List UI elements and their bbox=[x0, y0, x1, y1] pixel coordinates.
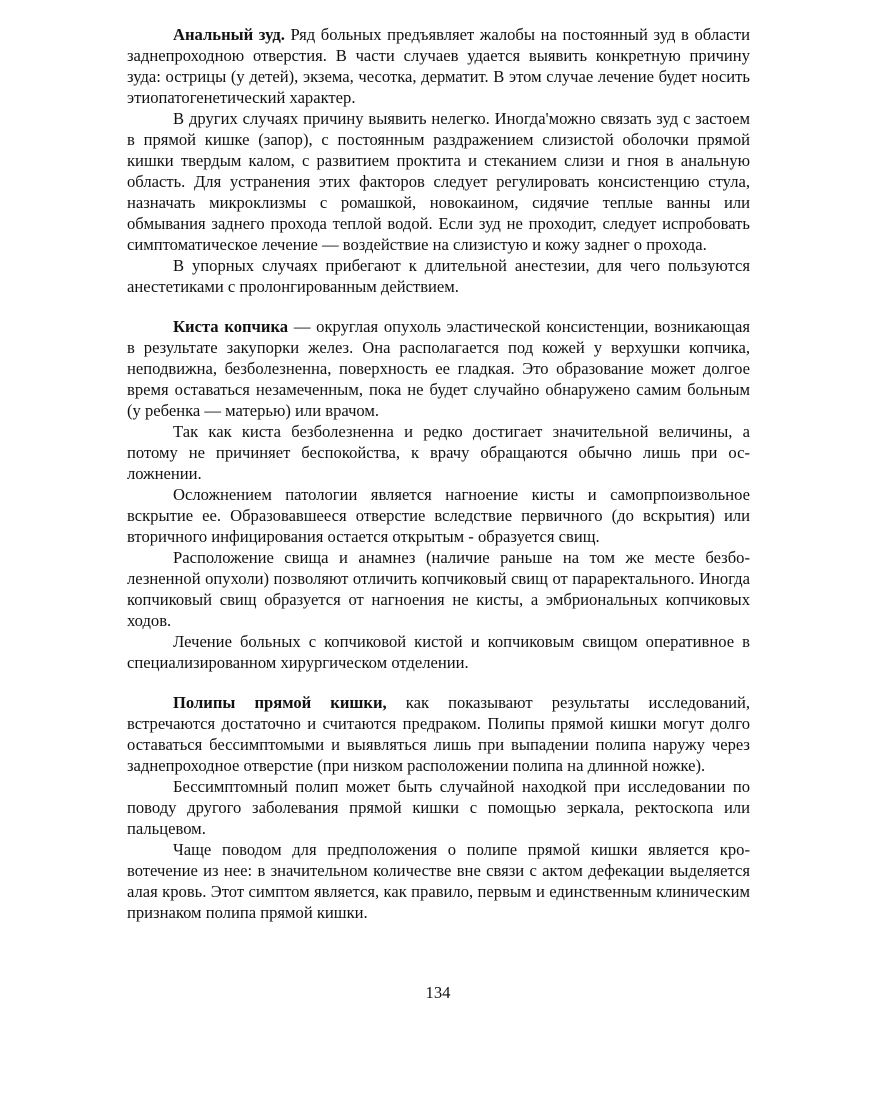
paragraph bbox=[127, 692, 750, 776]
paragraph: Расположение свища и анамнез (наличие раньше на том же месте безболезненной опухоли) позволяют отличить копчиковый свищ от параректального. Иногда копчиковый свищ образуется от нагноения не кисты, а эмбриональных копчиковых ходов. bbox=[127, 548, 750, 630]
paragraph bbox=[127, 24, 750, 108]
paragraph: Осложнением патологии является нагноение кисты и самопрпоизвольное вскрытие ее. Образовавшееся отверстие вследствие первичного (до вскрытия) или вторичного инфицирования остается открытым - образуется свищ. bbox=[127, 485, 750, 546]
paragraph: Бессимптомный полип может быть случайной находкой при исследовании по поводу другого заболевания прямой кишки с помощью зеркала, ректоскопа или пальцевом. bbox=[127, 777, 750, 838]
paragraph: В упорных случаях прибегают к длительной анестезии, для чего пользуются анестетиками с пролонгированным действием. bbox=[127, 256, 750, 296]
paragraph-text: — округлая опухоль эластической консистенции, возникающая в результате закупорки желез. Она располагается под кожей у верхушки копчика, неподвижна, безболезненна, поверхность ее гладкая. Это образование может долгое время оставаться незамеченным, пока не будет случайно обнаружено самим больным (у ребенка — матерью) или врачом. bbox=[127, 317, 750, 420]
section-rectal-polyps bbox=[127, 692, 750, 923]
page-number: 134 bbox=[425, 983, 451, 1002]
paragraph-text: как показывают результаты исследований, встречаются достаточно и считаются предраком. Полипы прямой кишки могут долго оставаться бессимптомыми и выявляться лишь при выпадении полипа наружу через заднепроходное отверстие (при низком расположении полипа на длинной ножке). bbox=[127, 693, 750, 775]
term-heading: Киста копчика bbox=[173, 317, 289, 336]
paragraph: Так как киста безболезненна и редко достигает значительной величины, а потому не причиняет беспокойства, к врачу обращаются обычно лишь при осложнении. bbox=[127, 422, 750, 483]
paragraph: Лечение больных с копчиковой кистой и копчиковым свищом оперативное в специализированном хирургическом отделении. bbox=[127, 632, 750, 672]
term-heading: Полипы прямой кишки, bbox=[173, 693, 387, 712]
paragraph: Чаще поводом для предположения о полипе прямой кишки является кровотечение из нее: в значительном количестве вне связи с актом дефекации выделяется алая кровь. Этот симптом является, как правило, первым и единственным клиническим признаком полипа прямой кишки. bbox=[127, 840, 750, 922]
paragraph: В других случаях причину выявить нелегко. Иногда'можно связать зуд с застоем в прямой кишке (запор), с постоянным раздражением слизистой оболочки прямой кишки твердым калом, с развитием проктита и стеканием слизи и гноя в анальную область. Для устранения этих факторов следует регулировать консистенцию стула, назначать микроклизмы с ромашкой, новокаином, сидячие теплые ванны или обмывания заднего прохода теплой водой. Если зуд не проходит, следует испробовать симптоматическое лечение — воздействие на слизистую и кожу заднег о прохода. bbox=[127, 109, 750, 254]
paragraph-text: Ряд больных предъявляет жалобы на постоянный зуд в области заднепроходною отверстия. В части случаев удается выявить конкретную причину зуда: острицы (у детей), экзема, чесотка, дерматит. В этом случае лечение будет носить этиопатогенетический характер. bbox=[127, 25, 750, 107]
section-anal-itch bbox=[127, 24, 750, 297]
section-coccyx-cyst bbox=[127, 316, 750, 673]
paragraph bbox=[127, 316, 750, 421]
document-page bbox=[127, 24, 750, 923]
term-heading: Анальный зуд. bbox=[173, 25, 285, 44]
